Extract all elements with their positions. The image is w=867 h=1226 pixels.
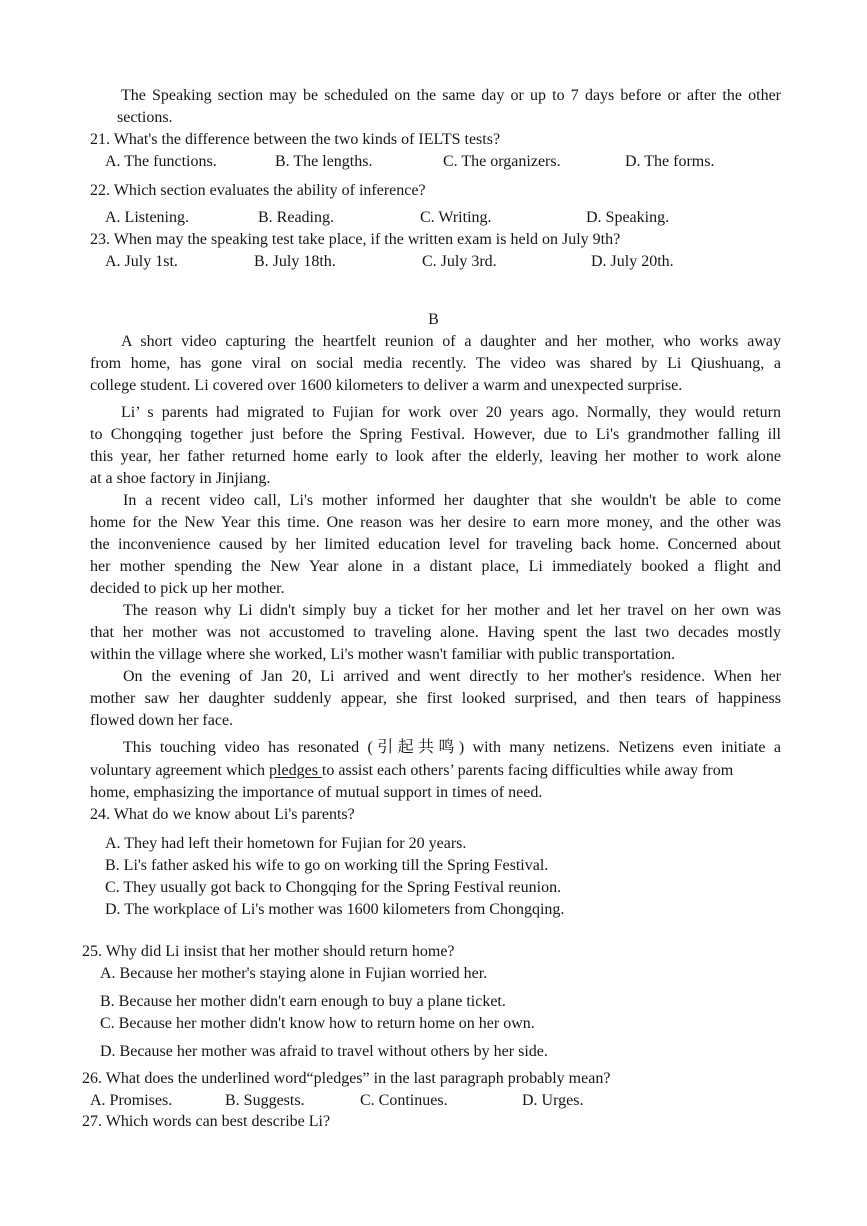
option-d: D. The forms. [625,153,715,170]
option-a: A. Listening. [105,209,189,226]
question-23-options [105,251,674,273]
paragraph-6-text: voluntary agreement which [90,762,270,779]
question-26-stem: 26. What does the underlined word“pledges” in the last paragraph probably mean? [82,1070,611,1087]
paragraph-6-line-2 [90,760,733,782]
question-25-option-d: D. Because her mother was afraid to travel without others by her side. [100,1043,548,1060]
question-22-stem: 22. Which section evaluates the ability of inference? [90,182,426,199]
question-21-options [105,151,714,173]
option-a: A. The functions. [105,153,217,170]
option-d: D. Speaking. [586,209,670,226]
paragraph-3-line: her mother spending the New Year alone in a distant place, Li immediately booked a flight and [90,558,781,575]
paragraph-3-line: the inconvenience caused by her limited education level for traveling back home. Concerned about [90,536,781,553]
question-24-option-a: A. They had left their hometown for Fujian for 20 years. [105,835,467,852]
option-b: B. July 18th. [254,253,336,270]
option-b: B. Reading. [258,209,334,226]
question-25-option-c: C. Because her mother didn't know how to return home on her own. [100,1015,535,1032]
paragraph-1-line: A short video capturing the heartfelt reunion of a daughter and her mother, who works away [121,333,781,350]
paragraph-1-line: from home, has gone viral on social media recently. The video was shared by Li Qiushuang, a [90,355,781,372]
paragraph-1-line: college student. Li covered over 1600 kilometers to deliver a warm and unexpected surprise. [90,377,683,394]
paragraph-4-line: within the village where she worked, Li's mother wasn't familiar with public transportation. [90,646,676,663]
paragraph-2-line: this year, her father returned home early to look after the elderly, leaving her mother to work alone [90,448,781,465]
paragraph-6-line: This touching video has resonated (引起共鸣) with many netizens. Netizens even initiate a [123,739,781,756]
question-22-options [105,207,669,229]
question-25-option-a: A. Because her mother's staying alone in Fujian worried her. [100,965,488,982]
question-24-stem: 24. What do we know about Li's parents? [90,806,355,823]
question-27-stem: 27. Which words can best describe Li? [82,1113,331,1130]
paragraph-2-line: Li’ s parents had migrated to Fujian for work over 20 years ago. Normally, they would return [121,404,781,421]
question-23-stem: 23. When may the speaking test take place, if the written exam is held on July 9th? [90,231,621,248]
option-a: A. July 1st. [105,253,178,270]
question-24-option-d: D. The workplace of Li's mother was 1600 kilometers from Chongqing. [105,901,565,918]
paragraph-6-line: home, emphasizing the importance of mutual support in times of need. [90,784,543,801]
paragraph-3-line: decided to pick up her mother. [90,580,285,597]
option-b: B. Suggests. [225,1092,305,1109]
paragraph-3-line: In a recent video call, Li's mother informed her daughter that she wouldn't be able to come [123,492,781,509]
option-a: A. Promises. [90,1092,173,1109]
option-d: D. July 20th. [591,253,674,270]
option-c: C. Continues. [360,1092,448,1109]
option-c: C. Writing. [420,209,492,226]
paragraph-4-line: that her mother was not accustomed to traveling alone. Having spent the last two decades mostly [90,624,781,641]
underlined-word-pledges: pledges [269,762,322,779]
question-26-options [90,1090,583,1112]
intro-line-2: sections. [117,109,173,126]
option-c: C. July 3rd. [422,253,497,270]
paragraph-5-line: On the evening of Jan 20, Li arrived and went directly to her mother's residence. When her [123,668,781,685]
paragraph-6-text: to assist each others’ parents facing difficulties while away from [321,762,734,779]
paragraph-3-line: home for the New Year this time. One reason was her desire to earn more money, and the other was [90,514,781,531]
question-25-option-b: B. Because her mother didn't earn enough to buy a plane ticket. [100,993,506,1010]
question-24-option-c: C. They usually got back to Chongqing for the Spring Festival reunion. [105,879,562,896]
paragraph-2-line: to Chongqing together just before the Spring Festival. However, due to Li's grandmother falling ill [90,426,781,443]
paragraph-5-line: mother saw her daughter suddenly appear, she first looked surprised, and then tears of happiness [90,690,781,707]
paragraph-5-line: flowed down her face. [90,712,234,729]
intro-line-1: The Speaking section may be scheduled on the same day or up to 7 days before or after the other [121,87,781,104]
option-d: D. Urges. [522,1092,584,1109]
question-25-stem: 25. Why did Li insist that her mother should return home? [82,943,455,960]
question-21-stem: 21. What's the difference between the two kinds of IELTS tests? [90,131,501,148]
option-b: B. The lengths. [275,153,373,170]
paragraph-4-line: The reason why Li didn't simply buy a ticket for her mother and let her travel on her own was [123,602,781,619]
question-24-option-b: B. Li's father asked his wife to go on working till the Spring Festival. [105,857,549,874]
paragraph-2-line: at a shoe factory in Jinjiang. [90,470,271,487]
option-c: C. The organizers. [443,153,561,170]
section-b-heading: B [428,311,439,328]
